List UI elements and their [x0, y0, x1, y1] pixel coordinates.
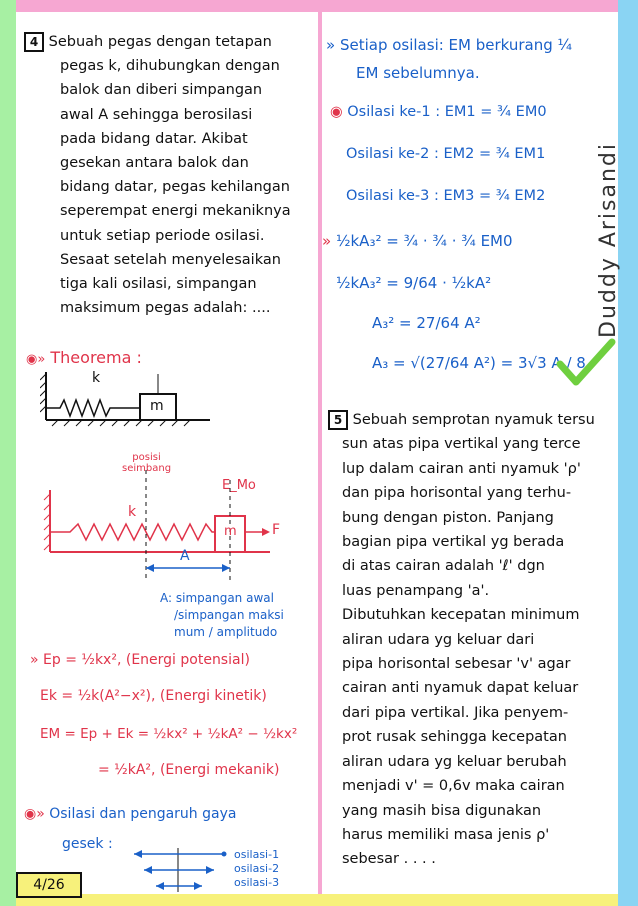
- spring-block-figure: [40, 370, 220, 430]
- problem-4-line: seperempat energi mekaniknya: [60, 203, 291, 220]
- formula-ep: [30, 652, 250, 668]
- problem-5-line: pipa horisontal sebesar 'v' agar: [342, 656, 571, 673]
- damping-title: [24, 806, 236, 822]
- spring-shape: [46, 400, 140, 416]
- solution-osc-1-text: Osilasi ke-1 : EM1 = ¾ EM0: [347, 104, 547, 120]
- fig1-m-label: m: [150, 398, 164, 414]
- problem-4-number: 4: [24, 32, 44, 52]
- problem-4-line: gesekan antara balok dan: [60, 155, 249, 172]
- problem-5-line: Sebuah semprotan nyamuk tersu: [352, 412, 595, 428]
- equilibrium-label-1: posisi: [132, 452, 161, 463]
- problem-4-line: bidang datar, pegas kehilangan: [60, 179, 290, 196]
- problem-4-line: Sebuah pegas dengan tetapan: [48, 34, 272, 50]
- damping-arrow-3-tail: [194, 882, 202, 890]
- arrow-bullet-icon: ◉: [330, 104, 348, 120]
- problem-4-line: awal A sehingga berosilasi: [60, 106, 253, 123]
- problem-5-line: lup dalam cairan anti nyamuk 'ρ': [342, 460, 581, 477]
- problem-5: [328, 408, 620, 872]
- frame-bottom-band: [0, 894, 638, 906]
- problem-5-line: aliran udara yg keluar dari: [342, 631, 535, 648]
- arrow-bullet-icon: »: [322, 232, 336, 250]
- solution-step-2: ½kA₃² = 9/64 · ½kA²: [336, 274, 492, 292]
- force-label: F: [272, 522, 281, 538]
- amplitude-arrow-right: [222, 564, 230, 572]
- problem-4-line: pada bidang datar. Akibat: [60, 130, 248, 147]
- problem-5-line: dari pipa vertikal. Jika penyem-: [342, 704, 569, 721]
- solution-osc-1: [330, 104, 547, 120]
- problem-5-line: harus memiliki masa jenis ρ': [342, 826, 550, 843]
- problem-4-line: balok dan diberi simpangan: [60, 82, 263, 99]
- problem-4-line: maksimum pegas adalah: ....: [60, 300, 271, 317]
- problem-5-line: sun atas pipa vertikal yang terce: [342, 436, 581, 453]
- problem-5-line: yang masih bisa digunakan: [342, 802, 542, 819]
- amplitude-desc-line: mum / amplitudo: [174, 625, 278, 639]
- damping-title-text: Osilasi dan pengaruh gaya: [49, 806, 237, 822]
- damping-arrow-3-head: [156, 882, 164, 890]
- equilibrium-label-2: seimbang: [122, 463, 172, 474]
- solution-intro-2: EM sebelumnya.: [356, 64, 480, 82]
- damping-labels: [234, 848, 279, 890]
- column-divider: [318, 12, 322, 894]
- force-arrow-head: [262, 528, 270, 536]
- problem-4-line: untuk setiap periode osilasi.: [60, 227, 265, 244]
- amplitude-desc-line: /simpangan maksi: [174, 608, 284, 622]
- solution-intro-1: [326, 36, 572, 54]
- formula-ep-text: Ep = ½kx², (Energi potensial): [43, 652, 250, 668]
- problem-5-line: luas penampang 'a'.: [342, 582, 490, 599]
- solution-intro-1-text: Setiap osilasi: EM berkurang ¼: [339, 36, 573, 54]
- theorem-title: Theorema :: [50, 348, 142, 367]
- damping-arrow-2-head: [144, 866, 152, 874]
- problem-5-line: Dibutuhkan kecepatan minimum: [342, 607, 580, 624]
- solution-step-4: A₃ = √(27/64 A²) = 3√3 A / 8: [372, 354, 586, 372]
- author-name: [590, 142, 621, 340]
- problem-4-line: tiga kali osilasi, simpangan: [60, 276, 257, 293]
- problem-4-line: pegas k, dihubungkan dengan: [60, 58, 280, 75]
- damping-label-1: osilasi-1: [234, 848, 280, 861]
- amplitude-description: [160, 590, 284, 641]
- frame-right-band: [618, 0, 638, 906]
- problem-5-line: cairan anti nyamuk dapat keluar: [342, 680, 579, 697]
- problem-5-line: menjadi v' = 0,6v maka cairan: [342, 778, 565, 795]
- theorem-heading: [26, 348, 142, 367]
- problem-5-line: di atas cairan adalah 'ℓ' dgn: [342, 558, 545, 575]
- solution-step-3: A₃² = 27/64 A²: [372, 314, 481, 332]
- solution-osc-3: Osilasi ke-3 : EM3 = ¾ EM2: [346, 188, 546, 204]
- damping-title-2: gesek :: [62, 836, 113, 852]
- solution-step-1-text: ½kA₃² = ¾ · ¾ · ¾ EM0: [335, 232, 513, 250]
- problem-5-line: prot rusak sehingga kecepatan: [342, 729, 567, 746]
- damping-label-2: osilasi-2: [234, 862, 280, 875]
- fig1-k-label: k: [92, 370, 101, 386]
- amplitude-label: A: [180, 548, 190, 564]
- em0-label: E_Mo: [222, 478, 256, 493]
- problem-5-line: aliran udara yg keluar berubah: [342, 753, 567, 770]
- formula-em-1: EM = Ep + Ek = ½kx² + ½kA² − ½kx²: [40, 726, 298, 742]
- problem-5-line: dan pipa horisontal yang terhu-: [342, 485, 572, 502]
- amplitude-arrow-left: [146, 564, 154, 572]
- problem-5-line: sebesar . . . .: [342, 851, 436, 868]
- author-text: Duddy Arisandi: [596, 142, 621, 338]
- formula-em-2: = ½kA², (Energi mekanik): [98, 762, 280, 778]
- problem-4: [24, 30, 316, 320]
- fig2-k-label: k: [128, 504, 137, 520]
- problem-5-line: bung dengan piston. Panjang: [342, 509, 554, 526]
- solution-osc-2: Osilasi ke-2 : EM2 = ¾ EM1: [346, 146, 546, 162]
- arrow-bullet-icon: ◉»: [26, 352, 46, 367]
- amplitude-desc-line: A: simpangan awal: [160, 591, 274, 605]
- problem-4-line: Sesaat setelah menyelesaikan: [60, 251, 281, 268]
- arrow-bullet-icon: »: [30, 652, 44, 668]
- red-spring-shape: [50, 524, 215, 540]
- fig2-m-label: m: [224, 524, 237, 539]
- arrow-bullet-icon: ◉»: [24, 806, 50, 822]
- damping-arrow-2-tail: [206, 866, 214, 874]
- formula-ek: Ek = ½k(A²−x²), (Energi kinetik): [40, 688, 267, 704]
- solution-step-1: [322, 232, 513, 250]
- damping-label-3: osilasi-3: [234, 876, 280, 889]
- damping-arrow-1-head: [134, 850, 142, 858]
- checkmark-icon: [556, 338, 616, 388]
- problem-5-number: 5: [328, 410, 348, 430]
- page-number: 4/26: [16, 872, 82, 898]
- damping-arrows-figure: [130, 846, 230, 894]
- frame-left-band: [0, 0, 16, 906]
- frame-top-band: [0, 0, 638, 12]
- damping-arrow-1-end: [222, 852, 227, 857]
- arrow-bullet-icon: »: [326, 36, 340, 54]
- problem-5-line: bagian pipa vertikal yg berada: [342, 534, 565, 551]
